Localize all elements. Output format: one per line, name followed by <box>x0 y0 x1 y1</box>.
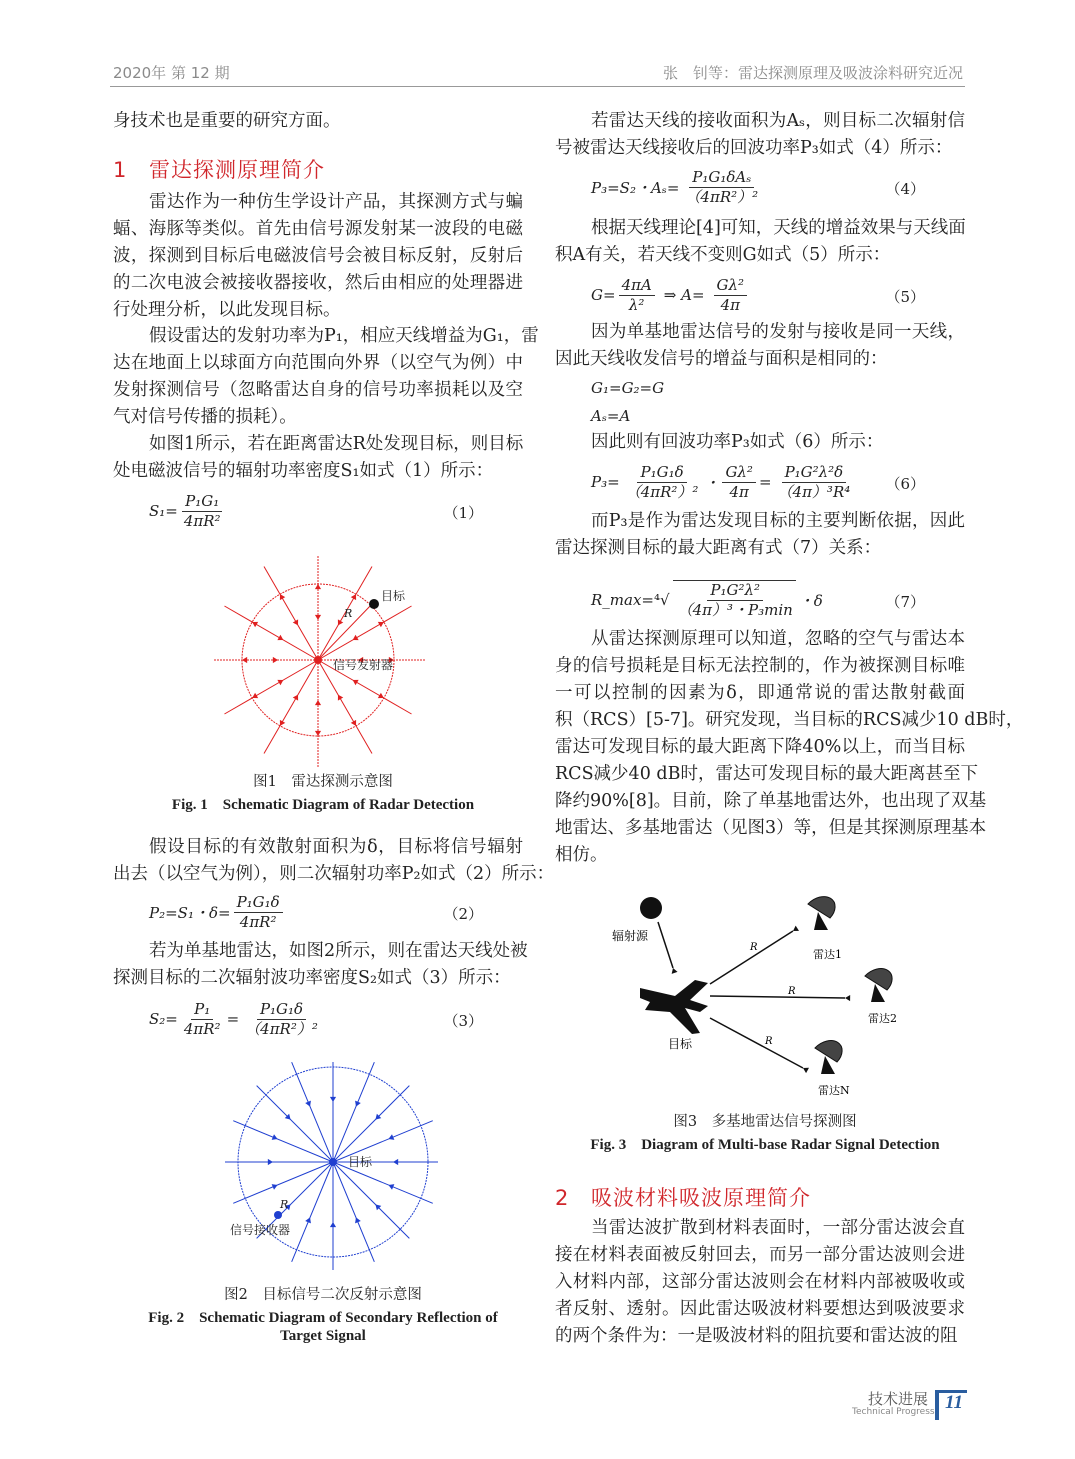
target-dot <box>329 1158 337 1166</box>
eq-denominator: 4πR² <box>183 1019 221 1038</box>
outward-arrow <box>315 731 321 736</box>
target-label: 目标 <box>381 589 406 603</box>
text-line: 当雷达波扩散到材料表面时，一部分雷达波会直 <box>591 1218 965 1238</box>
receiver-label: 信号接收器 <box>230 1223 291 1237</box>
equation-area: Aₛ=A <box>591 407 631 425</box>
text-line: 处电磁波信号的辐射功率密度S₁如式（1）所示： <box>113 461 494 481</box>
eq-lhs: S₂= <box>149 1010 178 1028</box>
text-line: 一可以控制的因素为δ，即通常说的雷达散射截面 <box>555 683 965 703</box>
radar-2-label: 雷达2 <box>868 1012 897 1025</box>
equation-6 <box>591 460 856 504</box>
figure-2-caption-en-cont: Target Signal <box>280 1328 366 1344</box>
eq-denominator: 4π <box>720 295 740 314</box>
eq-numerator: P₁ <box>191 1000 213 1020</box>
text-line: 雷达作为一种仿生学设计产品，其探测方式与蝙 <box>149 192 523 212</box>
range-label: R <box>750 942 758 953</box>
figure-1-radar-detection <box>213 555 433 770</box>
arrow-head <box>793 926 799 931</box>
eq-numerator: P₁G₁δ <box>637 463 686 483</box>
section-title: 雷达探测原理简介 <box>149 158 325 182</box>
signal-ray <box>224 606 318 660</box>
aircraft-target <box>640 980 708 1034</box>
text-line: 蝠、海豚等类似。首先由信号源发射某一波段的电磁 <box>113 219 523 239</box>
eq-operator: ・ <box>704 473 720 492</box>
emitter-label: 信号发射器 <box>333 658 394 672</box>
receiver-dot <box>274 1211 282 1219</box>
eq-denominator: （4πR²）² <box>685 187 759 206</box>
text-line: 因此则有回波功率P₃如式（6）所示： <box>591 432 884 452</box>
figure-3-multi-base-radar <box>600 888 920 1103</box>
radar-1-label: 雷达1 <box>813 948 842 961</box>
equation-5 <box>591 273 750 317</box>
arrow-head <box>803 1068 809 1073</box>
section-title: 吸波材料吸波原理简介 <box>591 1186 811 1210</box>
eq-lhs: P₂=S₁・δ= <box>149 903 231 922</box>
equation-1 <box>149 489 227 533</box>
text-line: 出去（以空气为例），则二次辐射功率P₂如式（2）所示： <box>113 864 555 884</box>
left-column <box>113 0 555 1459</box>
signal-ray <box>333 1086 409 1162</box>
eq-denominator: 4πR² <box>183 511 221 530</box>
target-label: 目标 <box>348 1155 373 1169</box>
radar-dish-icon <box>808 897 835 918</box>
eq-denominator: （4π）³・P₃min <box>677 601 793 619</box>
range-label: R <box>280 1198 289 1211</box>
section-heading-1 <box>113 154 325 184</box>
text-line: 因为单基地雷达信号的发射与接收是同一天线， <box>591 322 965 342</box>
equation-3 <box>149 997 324 1041</box>
intro-line: 身技术也是重要的研究方面。 <box>113 111 341 131</box>
eq-tail: ・δ <box>798 591 823 610</box>
text-line: 降约90%[8]。目前，除了单基地雷达外，也出现了双基 <box>555 791 987 811</box>
return-arrow <box>315 700 321 705</box>
inward-arrow <box>330 1097 336 1102</box>
equation-number: （3） <box>443 1012 483 1030</box>
equation-number: （7） <box>885 593 925 611</box>
outward-arrow <box>315 584 321 589</box>
source-label: 辐射源 <box>612 929 649 943</box>
eq-denominator: λ² <box>628 295 645 314</box>
text-line: 若为单基地雷达，如图2所示，则在雷达天线处被 <box>149 941 528 961</box>
text-line: 行处理分析，以此发现目标。 <box>113 300 341 320</box>
arrow-head <box>845 995 850 1001</box>
eq-lhs: P₃=S₂・Aₛ= <box>591 178 680 197</box>
eq-numerator: 4πA <box>619 276 655 296</box>
figure-3-caption-en: Fig. 3 Diagram of Multi-base Radar Signal Detection <box>590 1137 940 1153</box>
range-label: R <box>765 1036 773 1047</box>
equation-number: （6） <box>885 475 925 493</box>
text-line: 地雷达、多基地雷达（见图3）等，但是其探测原理基本 <box>555 818 987 838</box>
inward-arrow <box>393 1159 398 1165</box>
text-line: 而P₃是作为雷达发现目标的主要判断依据，因此 <box>591 511 965 531</box>
text-line: 号被雷达天线接收后的回波功率P₃如式（4）所示： <box>555 138 953 158</box>
section-number: 1 <box>113 158 128 182</box>
signal-ray <box>224 660 318 714</box>
section-number: 2 <box>555 1186 570 1210</box>
eq-lhs: G= <box>591 286 616 304</box>
scatter-arrow <box>710 996 845 998</box>
text-line: 若雷达天线的接收面积为Aₛ，则目标二次辐射信 <box>591 111 965 131</box>
text-line: 探测目标的二次辐射波功率密度S₂如式（3）所示： <box>113 968 511 988</box>
arrow-head <box>672 968 678 974</box>
range-label: R <box>344 607 353 620</box>
outward-arrow <box>242 657 247 663</box>
radar-dish-icon <box>815 1041 842 1062</box>
signal-ray <box>318 606 412 660</box>
figure-3-caption-cn: 图3 多基地雷达信号探测图 <box>673 1114 857 1130</box>
page-number: 11 <box>945 1392 963 1413</box>
incident-arrow <box>658 922 673 968</box>
text-line: RCS减少40 dB时，雷达可发现目标的最大距离甚至下 <box>555 764 978 784</box>
text-line: 的两个条件为：一是吸波材料的阻抗要和雷达波的阻 <box>555 1326 958 1346</box>
eq-denominator: （4πR²）² <box>245 1019 318 1038</box>
footer-section-en: Technical Progress <box>852 1407 935 1417</box>
text-line: 假设雷达的发射功率为P₁，相应天线增益为G₁，雷 <box>149 326 539 346</box>
eq-operator: ⇒ A= <box>663 286 705 304</box>
eq-numerator: Gλ² <box>714 276 748 296</box>
issue-label: 2020年 第 12 期 <box>113 64 230 82</box>
section-heading-2 <box>555 1182 811 1212</box>
text-line: 者反射、透射。因此雷达吸波材料要想达到吸波要求 <box>555 1299 965 1319</box>
radar-n-label: 雷达N <box>818 1084 850 1097</box>
running-title: 张 钊等：雷达探测原理及吸波涂料研究近况 <box>662 64 963 82</box>
footer-section-cn: 技术进展 <box>868 1390 929 1408</box>
target-dot <box>369 599 379 609</box>
text-line: 波，探测到目标后电磁波信号会被目标反射，反射后 <box>113 246 523 266</box>
eq-operator: = <box>758 473 772 491</box>
figure-1-caption-en: Fig. 1 Schematic Diagram of Radar Detection <box>171 797 475 813</box>
text-line: 雷达探测目标的最大距离有式（7）关系： <box>555 538 882 558</box>
eq-denominator: 4πR² <box>239 912 277 931</box>
text-line: 从雷达探测原理可以知道，忽略的空气与雷达本 <box>591 629 965 649</box>
eq-numerator: P₁G₁ <box>182 492 222 512</box>
inward-arrow <box>330 1222 336 1227</box>
text-line: 如图1所示，若在距离雷达R处发现目标，则目标 <box>149 434 524 454</box>
equation-number: （5） <box>885 288 925 306</box>
text-line: 假设目标的有效散射面积为δ，目标将信号辐射 <box>149 837 523 857</box>
text-line: 相仿。 <box>555 845 608 865</box>
equation-gain: G₁=G₂=G <box>591 379 665 397</box>
eq-denominator: （4π）³R⁴ <box>777 482 851 501</box>
text-line: 身的信号损耗是目标无法控制的，作为被探测目标唯 <box>555 656 965 676</box>
eq-numerator: P₁G²λ²δ <box>782 463 847 483</box>
equation-number: （2） <box>443 905 483 923</box>
figure-2-caption-en: Fig. 2 Schematic Diagram of Secondary Reflection of <box>148 1310 498 1326</box>
text-line: 根据天线理论[4]可知，天线的增益效果与天线面 <box>591 218 966 238</box>
inward-arrow <box>268 1159 273 1165</box>
return-arrow <box>273 657 278 663</box>
text-line: 积A有关，若天线不变则G如式（5）所示： <box>555 245 891 265</box>
signal-ray <box>318 660 372 754</box>
range-label: R <box>788 986 796 997</box>
signal-ray <box>333 1162 409 1238</box>
scatter-arrow <box>710 931 793 984</box>
eq-operator: = <box>226 1010 240 1028</box>
signal-ray <box>257 1086 333 1162</box>
text-line: 因此天线收发信号的增益与面积是相同的： <box>555 349 888 369</box>
equation-number: （4） <box>885 180 925 198</box>
eq-lhs: R_max= <box>591 591 654 609</box>
radar-dish-icon <box>865 969 892 990</box>
eq-numerator: Gλ² <box>722 463 756 483</box>
eq-denominator: （4πR²）² <box>625 482 699 501</box>
figure-2-caption-cn: 图2 目标信号二次反射示意图 <box>224 1287 422 1303</box>
text-line: 发射探测信号（忽略雷达自身的信号功率损耗以及空 <box>113 380 523 400</box>
eq-lhs: S₁= <box>149 502 178 520</box>
text-line: 入材料内部，这部分雷达波则会在材料内部被吸收或 <box>555 1272 965 1292</box>
text-line: 的二次电波会被接收器接收，然后由相应的处理器进 <box>113 273 523 293</box>
eq-denominator: 4π <box>729 482 749 501</box>
eq-root-sign: ⁴√ <box>654 591 670 609</box>
eq-numerator: P₁G₁δ <box>257 1000 306 1020</box>
equation-2 <box>149 890 286 934</box>
equation-4 <box>591 165 764 209</box>
target-label: 目标 <box>668 1037 693 1051</box>
radiation-source <box>640 897 662 919</box>
figure-1-caption-cn: 图1 雷达探测示意图 <box>253 774 393 790</box>
text-line: 雷达可发现目标的最大距离下降40%以上，而当目标 <box>555 737 965 757</box>
equation-number: （1） <box>443 504 483 522</box>
eq-numerator: P₁G₁δ <box>234 893 283 913</box>
text-line: 达在地面上以球面方向范围向外界（以空气为例）中 <box>113 353 523 373</box>
text-line: 气对信号传播的损耗）。 <box>113 407 297 427</box>
eq-lhs: P₃= <box>591 473 620 491</box>
signal-ray <box>264 660 318 754</box>
eq-numerator: P₁G₁δAₛ <box>689 168 754 188</box>
footer-accent-bar <box>935 1390 939 1420</box>
figure-2-secondary-reflection <box>208 1062 438 1272</box>
equation-7 <box>591 576 823 624</box>
scatter-arrow <box>710 1018 803 1068</box>
right-column <box>555 0 1024 1459</box>
return-arrow <box>315 615 321 620</box>
signal-ray <box>264 566 318 660</box>
text-line: 接在材料表面被反射回去，而另一部分雷达波则会进 <box>555 1245 965 1265</box>
eq-numerator: P₁G²λ² <box>707 581 763 601</box>
text-line: 积（RCS）[5-7]。研究发现，当目标的RCS减少10 dB时， <box>555 710 1024 730</box>
